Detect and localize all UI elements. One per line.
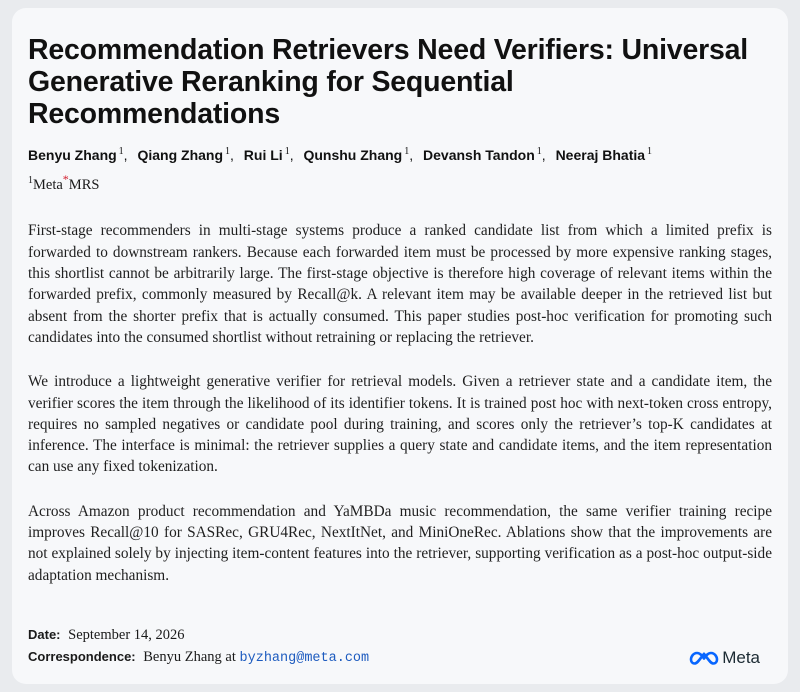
date-value: September 14, 2026 (68, 627, 185, 643)
date-label: Date: (28, 627, 61, 642)
abstract-paragraph: Across Amazon product recommendation and YaMBDa music recommendation, the same verifier training recipe improves Recall@10 for SASRec, GRU4Rec, NextItNet, and MiniOneRec. Ablations show that the improvements are not explained solely by injecting item-content features into the retriever, supporting verification as a post-hoc output-side adaptation mechanism. (28, 502, 772, 584)
date-line (28, 624, 185, 646)
paper-card (12, 8, 788, 684)
correspondence-name: Benyu Zhang at (143, 649, 236, 665)
author: Rui Li $^1$ (243, 146, 290, 163)
meta-logo (689, 648, 760, 668)
author: Neeraj Bhatia $^1$ (555, 146, 653, 163)
abstract (28, 220, 772, 585)
author: Qunshu Zhang $^1$ (303, 146, 410, 163)
affiliation: $^1$Meta*MRS (28, 171, 100, 193)
author: Qiang Zhang $^1$ (137, 146, 231, 163)
correspondence-email-link[interactable]: byzhang@meta.com (239, 651, 370, 666)
author: Devansh Tandon $^1$ (423, 146, 542, 163)
meta-infinity-icon (689, 650, 719, 666)
paper-title: Recommendation Retrievers Need Verifiers: Universal Generative Reranking for Sequential Recommendations (28, 34, 749, 130)
author: Benyu Zhang $^1$ (28, 146, 124, 163)
meta-logo-text: Meta (722, 648, 760, 667)
abstract-paragraph: First-stage recommenders in multi-stage systems produce a ranked candidate list from which a limited prefix is forwarded to downstream rankers. Because each forwarded item must be processed by more expensive ranking stages, this shortlist cannot be arbitrarily large. The first-stage objective is therefore high coverage of relevant items within the forwarded prefix, commonly measured by Recall@k. A relevant item may be available deeper in the retrieved list but absent from the shorter prefix that is actually consumed. This paper studies post-hoc verification for promoting such candidates into the consumed shortlist without retraining or replacing the retriever. (28, 222, 772, 346)
author-list: Benyu Zhang $^1$, Qiang Zhang $^1$, Rui Li $^1$, Qunshu Zhang $^1$, Devansh Tandon $^1$, Neeraj Bhatia $^1$ (28, 146, 653, 163)
correspondence-label: Correspondence: (28, 649, 136, 664)
abstract-paragraph: We introduce a lightweight generative verifier for retrieval models. Given a retriever state and a candidate item, the verifier scores the item through the likelihood of its identifier tokens. It is trained post hoc with next-token cross entropy, requires no sampled negatives or candidate pool during training, and scores only the retriever’s top-K candidates at inference. The interface is minimal: the retriever supplies a query state and candidate items, and the item representation can use any fixed tokenization. (28, 373, 772, 476)
affiliation-star: * (62, 171, 69, 186)
correspondence-line (28, 646, 369, 670)
